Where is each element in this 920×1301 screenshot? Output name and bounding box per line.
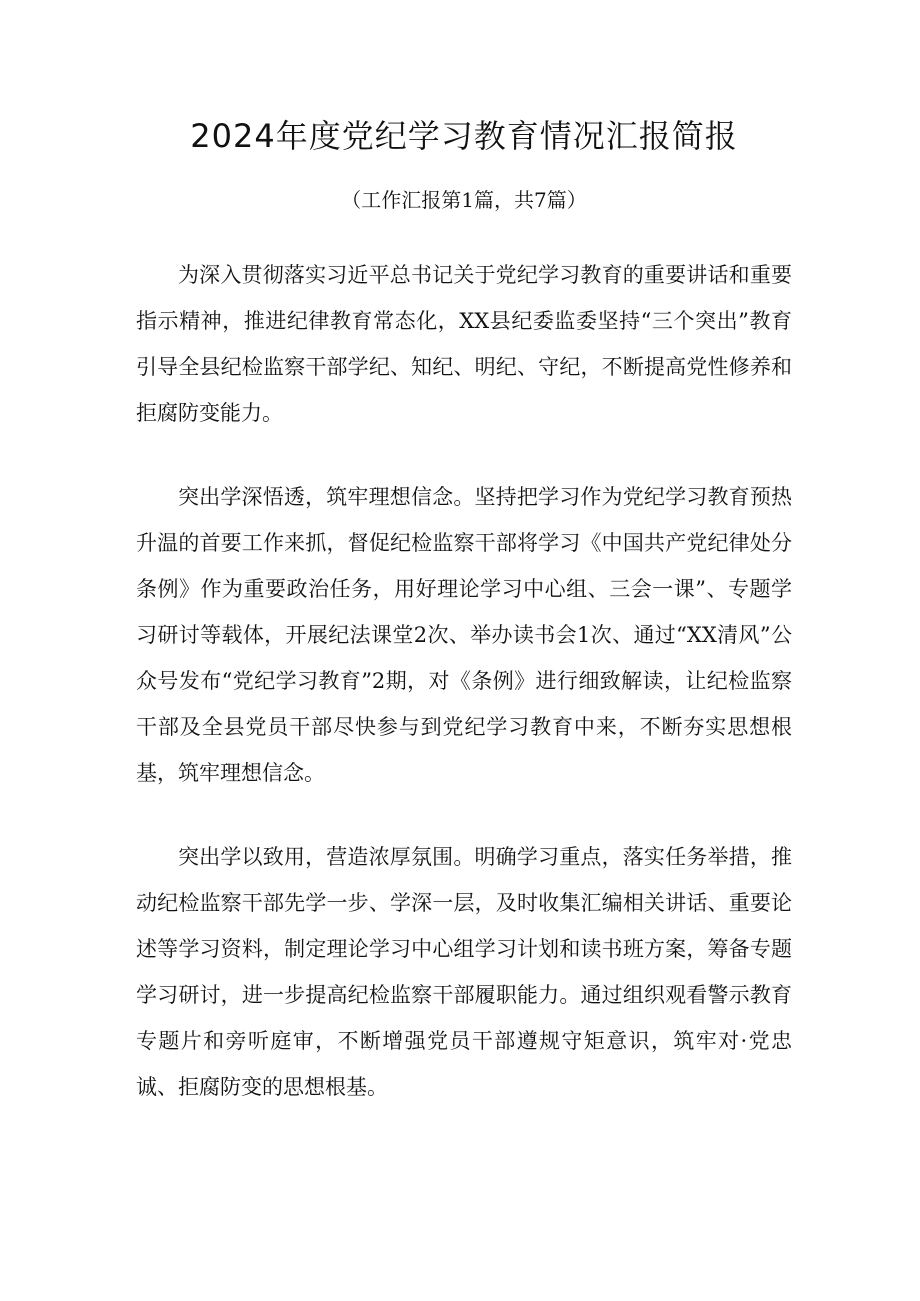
document-title: 2024年度党纪学习教育情况汇报简报 xyxy=(190,117,738,155)
section-1-heading: 突出学深悟透，筑牢理想信念。 xyxy=(178,485,475,509)
document-subtitle: （工作汇报第1篇，共7篇） xyxy=(341,188,587,212)
intro-paragraph xyxy=(136,252,792,436)
intro-paragraph-body: 为深入贯彻落实习近平总书记关于党纪学习教育的重要讲话和重要指示精神，推进纪律教育常态化，XX县纪委监委坚持“三个突出”教育引导全县纪检监察干部学纪、知纪、明纪、守纪，不断提高党性修养和拒腐防变能力。 xyxy=(136,263,792,425)
section-paragraph-1 xyxy=(136,474,792,796)
section-1-body: 坚持把学习作为党纪学习教育预热升温的首要工作来抓，督促纪检监察干部将学习《中国共产党纪律处分条例》作为重要政治任务，用好理论学习中心组、三会一课”、专题学习研讨等载体，开展纪法课堂2次、举办读书会1次、通过“XX清风”公众号发布“党纪学习教育”2期，对《条例》进行细致解读，让纪检监察干部及全县党员干部尽快参与到党纪学习教育中来，不断夯实思想根基，筑牢理想信念。 xyxy=(136,485,792,785)
section-2-body: 明确学习重点，落实任务举措，推动纪检监察干部先学一步、学深一层，及时收集汇编相关讲话、重要论述等学习资料，制定理论学习中心组学习计划和读书班方案，筹备专题学习研讨，进一步提高纪检监察干部履职能力。通过组织观看警示教育专题片和旁听庭审，不断增强党员干部遵规守矩意识，筑牢对·党忠诚、拒腐防变的思想根基。 xyxy=(136,845,792,1099)
section-paragraph-2 xyxy=(136,834,792,1110)
section-2-heading: 突出学以致用，营造浓厚氛围。 xyxy=(178,845,475,869)
